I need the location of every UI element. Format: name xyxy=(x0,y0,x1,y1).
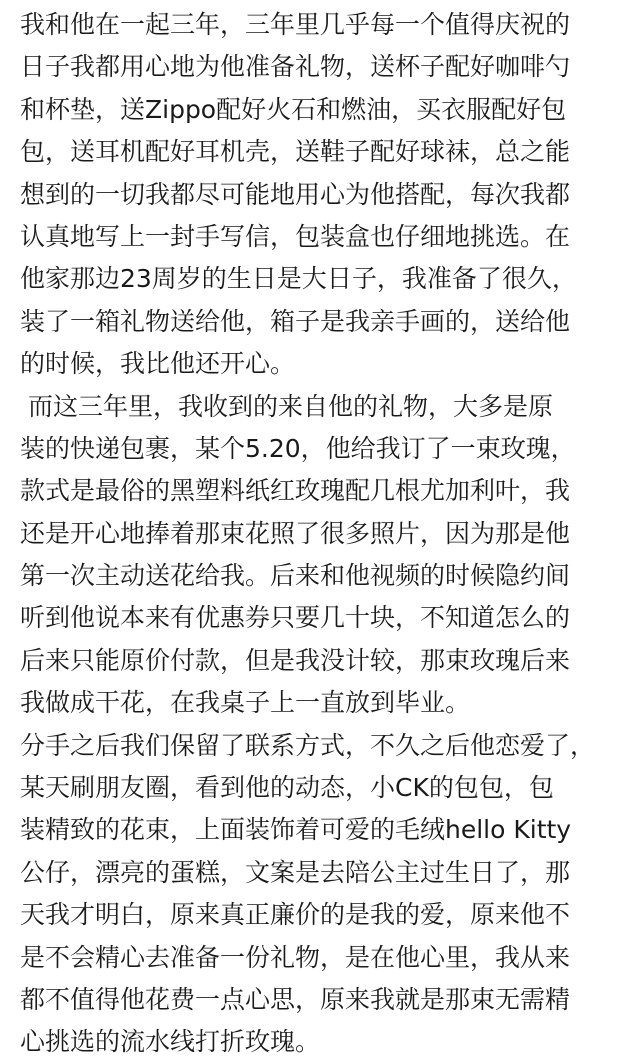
text-line: 装的快递包裹，某个5.20，他给我订了一束玫瑰， xyxy=(20,433,576,463)
text-line: 天我才明白，原来真正廉价的是我的爱，原来他不 xyxy=(20,900,571,930)
text-line: 我做成干花，在我桌子上一直放到毕业。 xyxy=(20,688,471,718)
text-line: 装了一箱礼物送给他，箱子是我亲手画的，送给他 xyxy=(20,306,571,336)
text-line: 公仔，漂亮的蛋糕，文案是去陪公主过生日了，那 xyxy=(20,857,571,887)
text-line: 装精致的花束，上面装饰着可爱的毛绒hello Kitty xyxy=(20,815,572,845)
text-line: 后来只能原价付款，但是我没计较，那束玫瑰后来 xyxy=(20,645,571,675)
text-line: 日子我都用心地为他准备礼物，送杯子配好咖啡勺 xyxy=(20,52,571,82)
text-line: 我和他在一起三年，三年里几乎每一个值得庆祝的 xyxy=(20,10,571,39)
text-line: 款式是最俗的黑塑料纸红玫瑰配几根尤加利叶，我 xyxy=(20,476,571,506)
text-line: 第一次主动送花给我。后来和他视频的时候隐约间 xyxy=(20,561,571,591)
text-line: 想到的一切我都尽可能地用心为他搭配，每次我都 xyxy=(20,179,571,209)
text-line: 和杯垫，送Zippo配好火石和燃油，买衣服配好包 xyxy=(20,94,567,124)
text-line: 包，送耳机配好耳机壳，送鞋子配好球袜，总之能 xyxy=(20,137,571,167)
text-line: 而这三年里，我收到的来自他的礼物，大多是原 xyxy=(20,391,553,421)
text-line: 是不会精心去准备一份礼物，是在他心里，我从来 xyxy=(20,942,571,972)
text-line: 分手之后我们保留了联系方式，不久之后他恋爱了， xyxy=(20,730,596,760)
text-line: 他家那边23周岁的生日是大日子，我准备了很久， xyxy=(20,264,577,294)
text-line: 还是开心地捧着那束花照了很多照片，因为那是他 xyxy=(20,518,571,548)
text-line: 心挑选的流水线打折玫瑰。 xyxy=(20,1027,321,1057)
text-line: 听到他说本来有优惠券只要几十块，不知道怎么的 xyxy=(20,603,571,633)
text-line: 某天刷朋友圈，看到他的动态，小CK的包包，包 xyxy=(20,773,554,803)
text-line: 认真地写上一封手写信，包装盒也仔细地挑选。在 xyxy=(20,221,571,251)
text-line: 的时候，我比他还开心。 xyxy=(20,349,296,379)
text-line: 都不值得他花费一点心思，原来我就是那束无需精 xyxy=(20,984,571,1014)
